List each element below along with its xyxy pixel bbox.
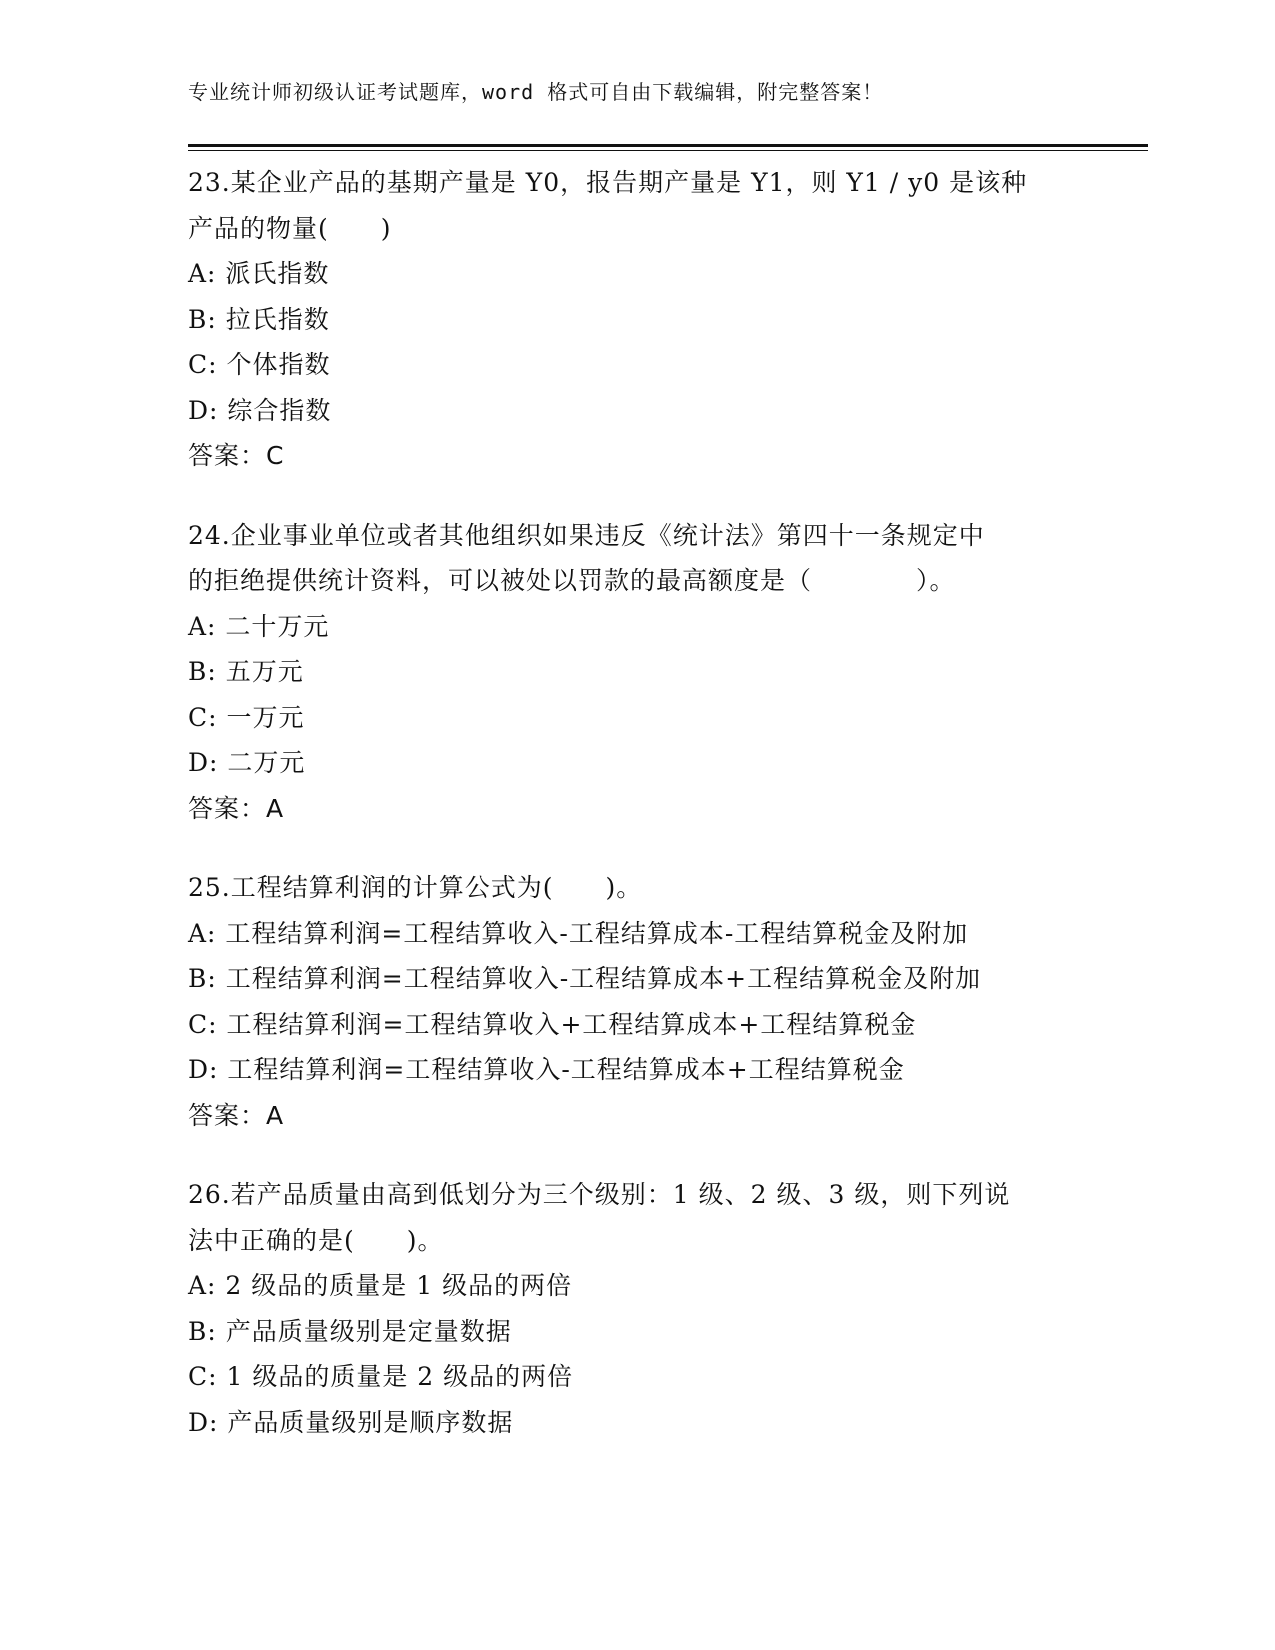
question-stem: [188, 513, 1088, 604]
page-header: 专业统计师初级认证考试题库，word 格式可自由下载编辑，附完整答案！: [188, 80, 884, 104]
stem-line: 26.若产品质量由高到低划分为三个级别：1 级、2 级、3 级，则下列说: [188, 1180, 1011, 1209]
stem-line: 法中正确的是( )。: [188, 1225, 444, 1255]
header-divider-thin: [188, 150, 1148, 151]
option-c: C: 个体指数: [188, 350, 331, 379]
question-24: [188, 513, 1088, 832]
option-d: D: 二万元: [188, 748, 306, 777]
question-25: [188, 865, 1088, 1138]
stem-line: 23.某企业产品的基期产量是 Y0，报告期产量是 Y1，则 Y1 / y0 是该种: [188, 168, 1028, 197]
header-divider-thick: [188, 144, 1148, 147]
option-d: D: 产品质量级别是顺序数据: [188, 1407, 514, 1437]
stem-line: 25.工程结算利润的计算公式为( )。: [188, 873, 643, 902]
option-b: B: 产品质量级别是定量数据: [188, 1316, 512, 1346]
option-b: B: 五万元: [188, 657, 304, 686]
question-26: [188, 1172, 1088, 1445]
option-a: A: 二十万元: [188, 611, 330, 641]
question-stem: [188, 1172, 1088, 1263]
option-c: C: 1 级品的质量是 2 级品的两倍: [188, 1362, 574, 1391]
option-b: B: 拉氏指数: [188, 304, 330, 334]
question-list: [188, 160, 1088, 1479]
stem-line: 24.企业事业单位或者其他组织如果违反《统计法》第四十一条规定中: [188, 520, 985, 550]
question-23: [188, 160, 1088, 479]
answer: 答案：C: [188, 441, 285, 470]
stem-line: 的拒绝提供统计资料，可以被处以罚款的最高额度是（ ）。: [188, 566, 956, 595]
option-b: B: 工程结算利润=工程结算收入-工程结算成本+工程结算税金及附加: [188, 964, 982, 993]
option-a: A: 2 级品的质量是 1 级品的两倍: [188, 1271, 573, 1300]
option-c: C: 一万元: [188, 702, 305, 732]
stem-line: 产品的物量( ): [188, 213, 392, 243]
option-d: D: 综合指数: [188, 395, 332, 425]
question-stem: [188, 865, 1088, 911]
option-a: A: 派氏指数: [188, 259, 330, 288]
question-stem: [188, 160, 1088, 251]
option-c: C: 工程结算利润=工程结算收入+工程结算成本+工程结算税金: [188, 1009, 917, 1039]
option-d: D: 工程结算利润=工程结算收入-工程结算成本+工程结算税金: [188, 1055, 905, 1084]
option-a: A: 工程结算利润=工程结算收入-工程结算成本-工程结算税金及附加: [188, 918, 969, 948]
answer: 答案：A: [188, 1100, 285, 1130]
answer: 答案：A: [188, 793, 285, 823]
